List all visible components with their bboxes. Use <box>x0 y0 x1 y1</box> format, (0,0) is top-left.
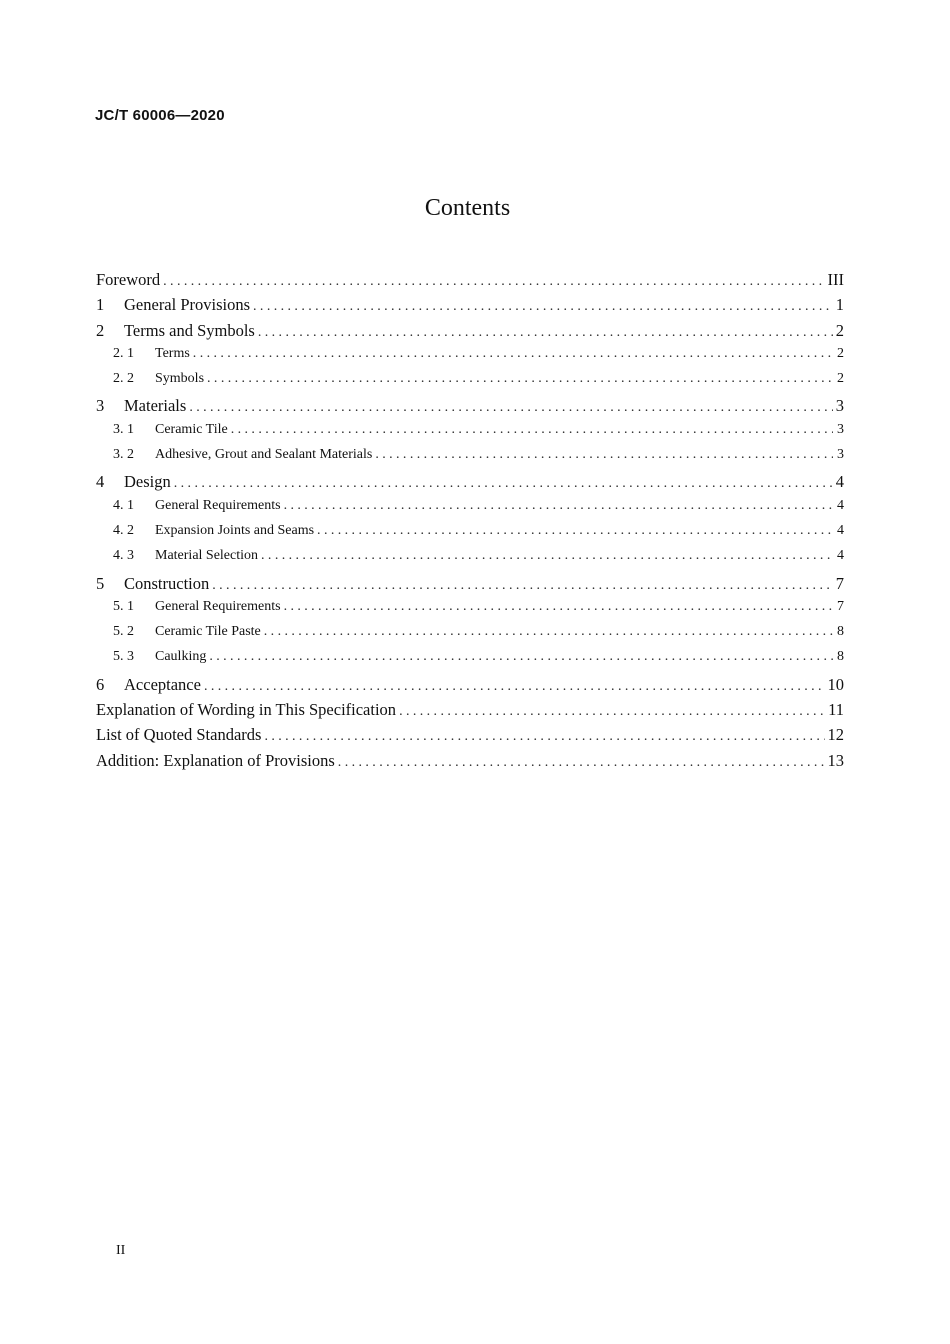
toc-entry-page: 3 <box>837 421 844 437</box>
toc-entry-number: 2. 2 <box>113 371 134 387</box>
toc-entry[interactable] <box>96 371 844 396</box>
toc-entry[interactable] <box>96 700 844 725</box>
page-title: Contents <box>424 195 511 221</box>
document-code: JC/T 60006—2020 <box>95 107 225 124</box>
toc-entry-title: Ceramic Tile <box>155 421 228 437</box>
toc-dot-leader <box>399 704 825 720</box>
toc-entry-page: 3 <box>835 396 844 416</box>
toc-entry[interactable] <box>96 396 844 421</box>
toc-entry-page: 2 <box>835 320 844 340</box>
toc-entry[interactable] <box>96 725 844 750</box>
toc-entry[interactable] <box>96 548 844 573</box>
toc-entry-page: 4 <box>835 472 844 492</box>
toc-dot-leader <box>284 599 833 615</box>
toc-entry[interactable] <box>96 346 844 371</box>
toc-entry-title: Terms and Symbols <box>124 320 255 340</box>
toc-entry[interactable] <box>96 751 844 776</box>
toc-dot-leader <box>207 371 833 387</box>
toc-entry[interactable] <box>96 624 844 649</box>
toc-entry-title: Design <box>124 472 171 492</box>
toc-entry-page: 11 <box>828 700 844 720</box>
toc-entry-title: General Requirements <box>155 497 281 513</box>
toc-entry-title: Material Selection <box>155 548 259 564</box>
toc-entry-title: Symbols <box>155 371 205 387</box>
toc-entry-number: 2 <box>96 320 105 340</box>
toc-entry-page: 4 <box>837 497 844 513</box>
toc-entry-number: 4 <box>96 472 105 492</box>
toc-entry-number: 5. 2 <box>113 624 134 640</box>
toc-entry-title: Adhesive, Grout and Sealant Materials <box>155 447 373 463</box>
toc-dot-leader <box>264 624 833 640</box>
toc-dot-leader <box>284 498 833 514</box>
toc-entry[interactable] <box>96 295 844 320</box>
toc-entry-title: Ceramic Tile Paste <box>155 624 261 640</box>
toc-entry-page: 3 <box>837 447 844 463</box>
toc-dot-leader <box>204 679 825 695</box>
toc-entry[interactable] <box>96 270 844 295</box>
toc-entry-number: 5. 1 <box>113 598 134 614</box>
toc-entry-number: 4. 2 <box>113 522 134 538</box>
toc-entry-title: Caulking <box>155 649 207 665</box>
toc-dot-leader <box>338 755 825 771</box>
toc-entry[interactable] <box>96 649 844 674</box>
toc-entry[interactable] <box>96 422 844 447</box>
toc-entry-number: 1 <box>96 295 105 315</box>
toc-entry-title: General Provisions <box>124 295 251 315</box>
toc-dot-leader <box>163 274 824 290</box>
toc-dot-leader <box>231 422 833 438</box>
toc-entry-title: Terms <box>155 345 190 361</box>
toc-entry-title: Foreword <box>96 270 161 289</box>
toc-dot-leader <box>261 548 833 564</box>
toc-entry[interactable] <box>96 498 844 523</box>
toc-entry-number: 4. 1 <box>113 497 134 513</box>
toc-entry-page: 2 <box>837 371 844 387</box>
toc-entry-page: 10 <box>827 674 844 694</box>
toc-dot-leader <box>253 299 833 315</box>
toc-dot-leader <box>375 447 833 463</box>
toc-dot-leader <box>212 578 833 594</box>
toc-entry-title: Addition: Explanation of Provisions <box>96 750 335 770</box>
toc-entry-title: List of Quoted Standards <box>96 725 262 745</box>
toc-entry[interactable] <box>96 599 844 624</box>
toc-entry-number: 3. 1 <box>113 421 134 437</box>
toc-entry-title: Explanation of Wording in This Specification <box>96 700 397 720</box>
toc-entry-title: General Requirements <box>155 598 281 614</box>
toc-entry-page: 8 <box>837 624 844 640</box>
toc-dot-leader <box>189 400 832 416</box>
toc-entry-title: Acceptance <box>124 674 201 694</box>
toc-dot-leader <box>209 649 833 665</box>
toc-entry-number: 5 <box>96 573 105 593</box>
table-of-contents <box>96 270 844 776</box>
toc-entry-number: 3. 2 <box>113 447 134 463</box>
toc-entry-page: 13 <box>827 750 844 770</box>
toc-entry-title: Construction <box>124 573 210 593</box>
toc-entry-page: 1 <box>835 295 844 315</box>
toc-entry[interactable] <box>96 675 844 700</box>
toc-entry[interactable] <box>96 447 844 472</box>
toc-entry-number: 2. 1 <box>113 345 134 361</box>
toc-dot-leader <box>174 476 833 492</box>
toc-entry[interactable] <box>96 523 844 548</box>
toc-entry[interactable] <box>96 472 844 497</box>
toc-dot-leader <box>258 325 833 341</box>
toc-entry-page: 2 <box>837 345 844 361</box>
toc-entry-page: 4 <box>837 522 844 538</box>
toc-entry-title: Expansion Joints and Seams <box>155 522 315 538</box>
toc-entry-page: 4 <box>837 548 844 564</box>
toc-entry-number: 3 <box>96 396 105 416</box>
toc-entry-page: III <box>827 270 844 289</box>
toc-entry-title: Materials <box>124 396 187 416</box>
toc-entry-number: 6 <box>96 674 105 694</box>
toc-dot-leader <box>193 346 833 362</box>
toc-entry-page: 8 <box>837 649 844 665</box>
toc-entry-number: 5. 3 <box>113 649 134 665</box>
toc-entry-page: 12 <box>827 725 844 745</box>
toc-entry-number: 4. 3 <box>113 548 134 564</box>
toc-entry-page: 7 <box>835 573 844 593</box>
toc-entry[interactable] <box>96 321 844 346</box>
toc-entry[interactable] <box>96 574 844 599</box>
toc-entry-page: 7 <box>837 598 844 614</box>
toc-dot-leader <box>264 729 824 745</box>
toc-dot-leader <box>317 523 833 539</box>
page-number: II <box>116 1243 126 1258</box>
